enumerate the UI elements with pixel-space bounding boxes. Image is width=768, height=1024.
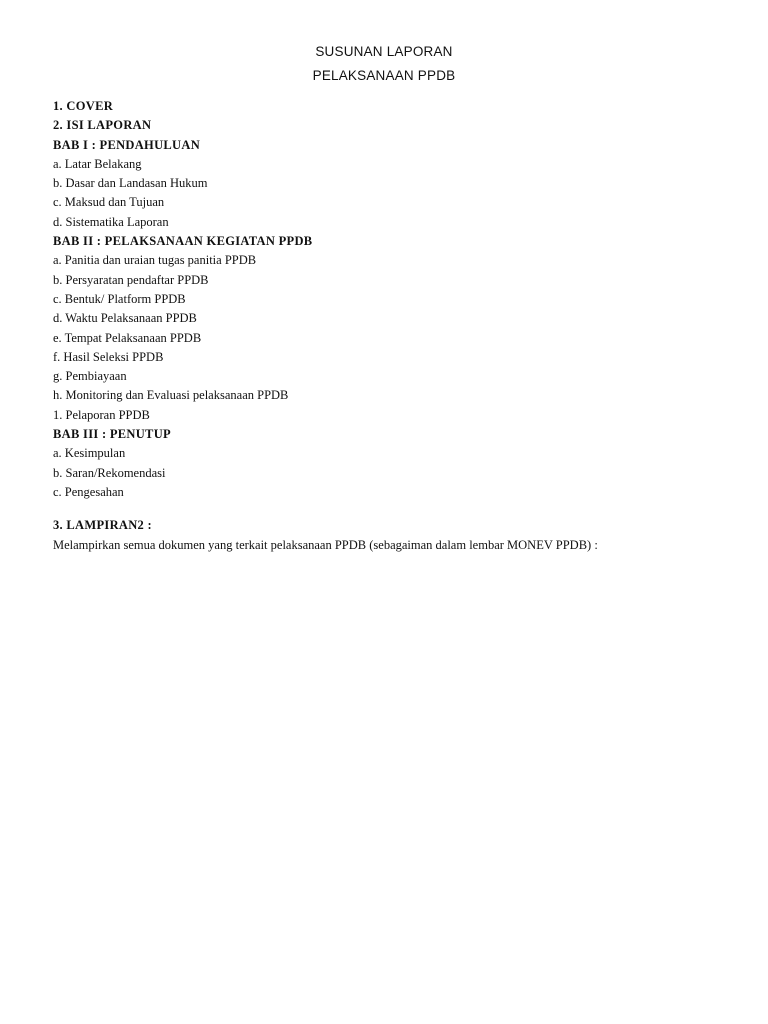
bab2-item: f. Hasil Seleksi PPDB (53, 349, 164, 364)
lampiran-text: Melampirkan semua dokumen yang terkait pelaksanaan PPDB (sebagaiman dalam lembar MONEV PPDB) : (53, 537, 598, 552)
bab2-item: d. Waktu Pelaksanaan PPDB (53, 311, 197, 326)
bab1-heading: BAB I : PENDAHULUAN (53, 137, 201, 152)
item-isi-laporan: 2. ISI LAPORAN (53, 118, 152, 133)
bab3-item: b. Saran/Rekomendasi (53, 465, 166, 480)
bab2-heading: BAB II : PELAKSANAAN KEGIATAN PPDB (53, 234, 313, 249)
lampiran-heading: 3. LAMPIRAN2 : (53, 518, 152, 533)
document-body (53, 97, 733, 555)
bab3-item: c. Pengesahan (53, 484, 124, 499)
bab2-item: a. Panitia dan uraian tugas panitia PPDB (53, 253, 257, 268)
bab3-heading: BAB III : PENUTUP (53, 427, 171, 442)
bab2-item: 1. Pelaporan PPDB (53, 407, 150, 422)
bab2-item: b. Persyaratan pendaftar PPDB (53, 272, 209, 287)
bab2-item: h. Monitoring dan Evaluasi pelaksanaan PPDB (53, 388, 289, 403)
bab1-item: b. Dasar dan Landasan Hukum (53, 176, 208, 191)
item-cover: 1. COVER (53, 99, 114, 113)
title-line-2: PELAKSANAAN PPDB (312, 68, 456, 83)
bab2-item: c. Bentuk/ Platform PPDB (53, 291, 186, 306)
section-spacer (53, 502, 733, 516)
bab1-item: c. Maksud dan Tujuan (53, 195, 165, 210)
bab3-item: a. Kesimpulan (53, 446, 126, 461)
bab1-item: a. Latar Belakang (53, 156, 142, 171)
document-title (0, 40, 768, 88)
bab1-item: d. Sistematika Laporan (53, 214, 169, 229)
title-line-1: SUSUNAN LAPORAN (315, 44, 453, 59)
bab2-item: e. Tempat Pelaksanaan PPDB (53, 330, 202, 345)
bab2-item: g. Pembiayaan (53, 369, 127, 384)
